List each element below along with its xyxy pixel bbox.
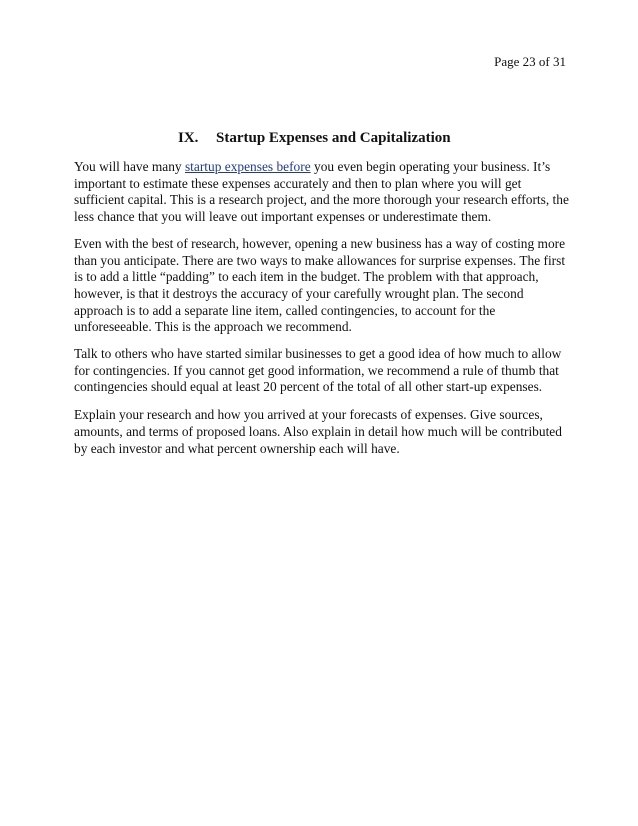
section-title: Startup Expenses and Capitalization: [216, 130, 451, 146]
startup-expenses-link[interactable]: startup expenses before: [184, 159, 311, 174]
paragraph-startup-expenses: [74, 159, 572, 226]
paragraph-allowances: Even with the best of research, however, opening a new business has a way of costing more than you anticipate. There are two ways to make allowances for surprise expenses. The first is to add a little “padding” to each item in the budget. The problem with that approach, however, is that it destroys the accuracy of your carefully wrought plan. The second approach is to add a separate line item, called contingencies, to account for the unforeseeable. This is the approach we recommend.: [74, 235, 566, 335]
paragraph-text: you even begin operating your business. It’s important to estimate these expenses accurately and then to plan where you will get sufficient capital. This is a research project, and the more thorough your research efforts, the less chance that you will leave out important expenses or underestimate them.: [74, 159, 569, 225]
paragraph-contingencies: Talk to others who have started similar businesses to get a good idea of how much to allow for contingencies. If you cannot get good information, we recommend a rule of thumb that contingencies should equal at least 20 percent of the total of all other start-up expenses.: [74, 346, 562, 395]
paragraph-text: You will have many: [74, 159, 185, 174]
paragraph-explain-research: Explain your research and how you arrived at your forecasts of expenses. Give sources, amounts, and terms of proposed loans. Also explain in detail how much will be contributed by each investor and what percent ownership each will have.: [74, 407, 562, 456]
section-number: IX.: [178, 130, 199, 146]
section-heading: [178, 129, 451, 147]
page-number: Page 23 of 31: [494, 54, 566, 69]
body-text: [74, 159, 572, 467]
